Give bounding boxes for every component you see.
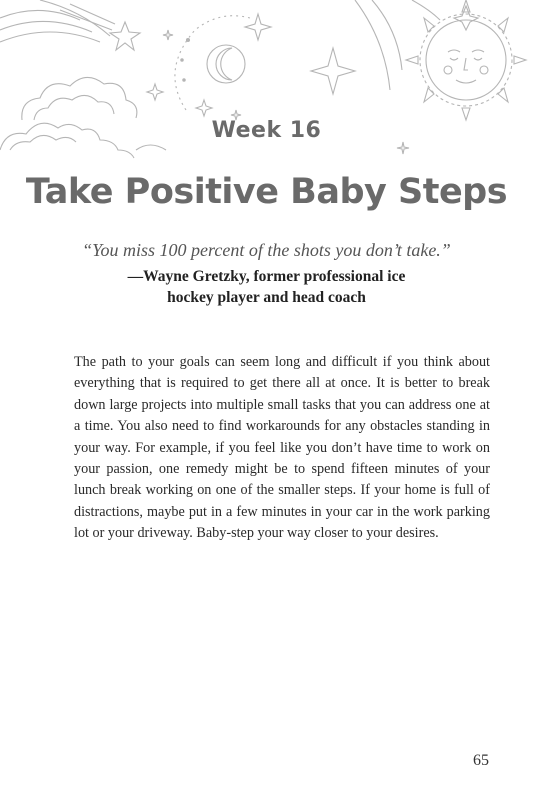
constellation-arc: [175, 16, 250, 110]
quote-text: “You miss 100 percent of the shots you don’t take.”: [82, 240, 451, 260]
body-paragraph: The path to your goals can seem long and difficult if you think about everything that is required to get there all at once. It is better to break down large projects into multiple small tasks that you can address one at a time. You also need to find workarounds for any obstacles standing in your way. For example, if you feel like you don’t have time to work on your passion, one remedy might be to spend fifteen minutes of your lunch break working on one of the smaller steps. If your home is full of distractions, maybe put in a few minutes in your car in the work parking lot or your driveway. Baby-step your way closer to your desires.: [74, 354, 490, 542]
spiral-icon: [0, 0, 110, 42]
orbit-arcs: [355, 0, 440, 90]
quote-attribution: [0, 266, 533, 308]
page-title: Take Positive Baby Steps: [25, 172, 508, 212]
attribution-line-2: hockey player and head coach: [167, 289, 366, 306]
week-label: Week 16: [211, 118, 322, 143]
sun-face-icon: [406, 0, 526, 120]
attribution-line-1: —Wayne Gretzky, former professional ice: [127, 268, 406, 285]
page-number: 65: [473, 752, 489, 769]
crescent-moon-icon: [207, 45, 245, 83]
